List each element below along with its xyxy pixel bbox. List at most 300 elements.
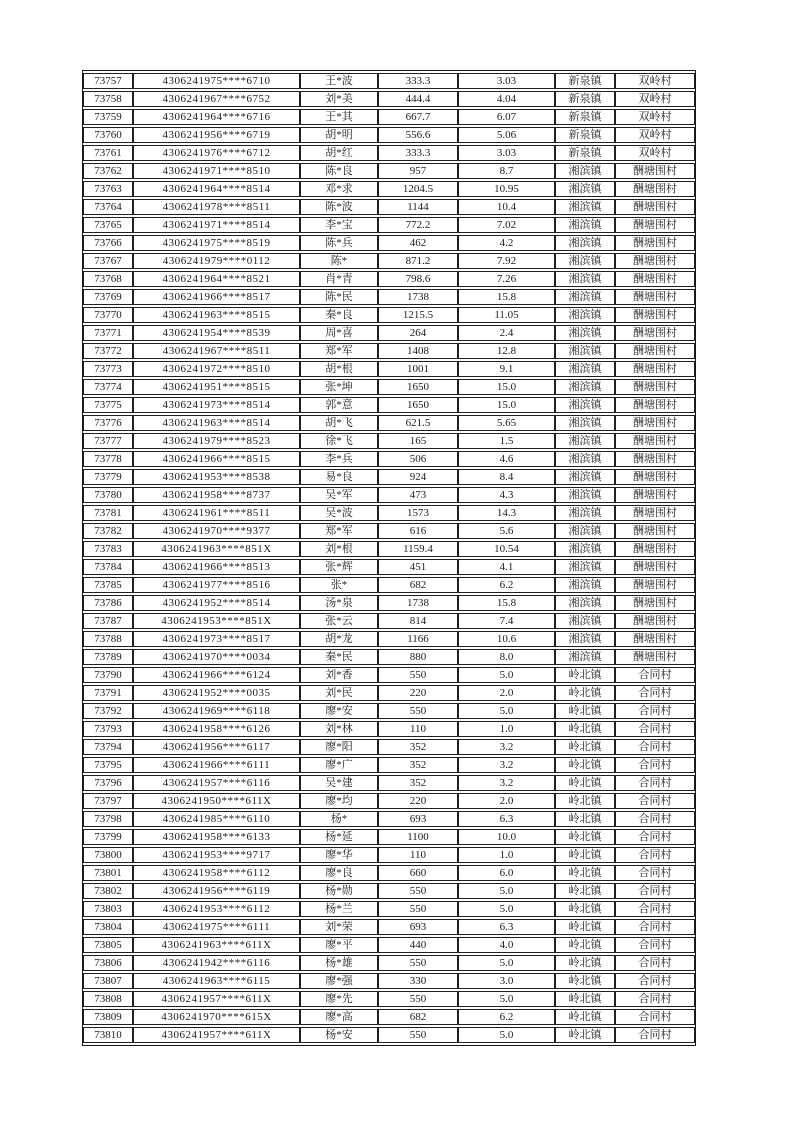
cell-town: 湘滨镇 [555, 649, 615, 665]
cell-village: 酬塘围村 [615, 181, 695, 197]
table-row [83, 757, 695, 773]
cell-amount: 550 [378, 955, 458, 971]
cell-village: 合同村 [615, 865, 695, 881]
cell-town: 岭北镇 [555, 757, 615, 773]
cell-amount: 798.6 [378, 271, 458, 287]
cell-name: 陈*兵 [300, 235, 378, 251]
cell-serial: 73781 [83, 505, 133, 521]
cell-name: 郑*军 [300, 343, 378, 359]
cell-id-number: 4306241964****8514 [133, 181, 300, 197]
cell-serial: 73766 [83, 235, 133, 251]
cell-town: 湘滨镇 [555, 577, 615, 593]
cell-name: 廖*良 [300, 865, 378, 881]
cell-name: 李*兵 [300, 451, 378, 467]
cell-area: 6.2 [458, 577, 555, 593]
cell-town: 湘滨镇 [555, 541, 615, 557]
cell-amount: 550 [378, 991, 458, 1007]
cell-area: 1.0 [458, 847, 555, 863]
table-row [83, 361, 695, 377]
cell-name: 邓*求 [300, 181, 378, 197]
table-row [83, 559, 695, 575]
table-row [83, 847, 695, 863]
cell-town: 岭北镇 [555, 973, 615, 989]
cell-area: 15.0 [458, 397, 555, 413]
cell-name: 易*良 [300, 469, 378, 485]
table-row [83, 667, 695, 683]
cell-town: 岭北镇 [555, 937, 615, 953]
cell-name: 刘*民 [300, 685, 378, 701]
cell-name: 张* [300, 577, 378, 593]
table-row [83, 505, 695, 521]
cell-id-number: 4306241966****6124 [133, 667, 300, 683]
cell-id-number: 4306241966****8517 [133, 289, 300, 305]
cell-amount: 444.4 [378, 91, 458, 107]
cell-town: 岭北镇 [555, 811, 615, 827]
cell-village: 合同村 [615, 919, 695, 935]
cell-serial: 73769 [83, 289, 133, 305]
table-row [83, 343, 695, 359]
cell-name: 胡*明 [300, 127, 378, 143]
cell-name: 杨*雄 [300, 955, 378, 971]
cell-town: 湘滨镇 [555, 325, 615, 341]
cell-village: 酬塘围村 [615, 325, 695, 341]
cell-id-number: 4306241958****6133 [133, 829, 300, 845]
cell-village: 酬塘围村 [615, 253, 695, 269]
cell-town: 岭北镇 [555, 685, 615, 701]
cell-name: 陈*波 [300, 199, 378, 215]
cell-amount: 814 [378, 613, 458, 629]
cell-serial: 73791 [83, 685, 133, 701]
cell-name: 杨* [300, 811, 378, 827]
cell-amount: 550 [378, 667, 458, 683]
cell-serial: 73774 [83, 379, 133, 395]
cell-serial: 73805 [83, 937, 133, 953]
cell-id-number: 4306241967****8511 [133, 343, 300, 359]
cell-serial: 73804 [83, 919, 133, 935]
table-row [83, 577, 695, 593]
cell-id-number: 4306241975****6710 [133, 73, 300, 89]
cell-village: 酬塘围村 [615, 577, 695, 593]
cell-name: 胡*根 [300, 361, 378, 377]
cell-id-number: 4306241978****8511 [133, 199, 300, 215]
table-row [83, 595, 695, 611]
cell-amount: 352 [378, 775, 458, 791]
cell-name: 陈*良 [300, 163, 378, 179]
cell-amount: 682 [378, 577, 458, 593]
cell-village: 酬塘围村 [615, 343, 695, 359]
cell-name: 陈*民 [300, 289, 378, 305]
cell-town: 新泉镇 [555, 127, 615, 143]
cell-town: 湘滨镇 [555, 253, 615, 269]
cell-village: 双岭村 [615, 127, 695, 143]
cell-serial: 73771 [83, 325, 133, 341]
cell-id-number: 4306241973****8517 [133, 631, 300, 647]
cell-area: 4.3 [458, 487, 555, 503]
table-row [83, 613, 695, 629]
cell-amount: 880 [378, 649, 458, 665]
cell-name: 李*宝 [300, 217, 378, 233]
cell-serial: 73784 [83, 559, 133, 575]
cell-id-number: 4306241958****6126 [133, 721, 300, 737]
table-row [83, 109, 695, 125]
cell-area: 1.0 [458, 721, 555, 737]
table-row [83, 217, 695, 233]
cell-id-number: 4306241963****851X [133, 541, 300, 557]
cell-area: 14.3 [458, 505, 555, 521]
cell-name: 杨*勋 [300, 883, 378, 899]
cell-village: 合同村 [615, 955, 695, 971]
cell-area: 3.2 [458, 757, 555, 773]
cell-area: 8.0 [458, 649, 555, 665]
cell-area: 5.0 [458, 955, 555, 971]
cell-area: 7.02 [458, 217, 555, 233]
cell-id-number: 4306241964****6716 [133, 109, 300, 125]
cell-village: 合同村 [615, 1009, 695, 1025]
cell-id-number: 4306241953****851X [133, 613, 300, 629]
cell-village: 酬塘围村 [615, 289, 695, 305]
cell-serial: 73810 [83, 1027, 133, 1043]
cell-amount: 924 [378, 469, 458, 485]
cell-name: 刘*根 [300, 541, 378, 557]
cell-town: 湘滨镇 [555, 199, 615, 215]
cell-amount: 220 [378, 793, 458, 809]
cell-id-number: 4306241957****611X [133, 991, 300, 1007]
cell-area: 4.1 [458, 559, 555, 575]
cell-name: 徐*飞 [300, 433, 378, 449]
cell-village: 合同村 [615, 667, 695, 683]
cell-area: 5.0 [458, 991, 555, 1007]
cell-serial: 73806 [83, 955, 133, 971]
cell-serial: 73794 [83, 739, 133, 755]
cell-area: 6.3 [458, 919, 555, 935]
cell-name: 廖*强 [300, 973, 378, 989]
cell-id-number: 4306241970****0034 [133, 649, 300, 665]
cell-id-number: 4306241964****8521 [133, 271, 300, 287]
cell-name: 廖*广 [300, 757, 378, 773]
table-row [83, 937, 695, 953]
table-row [83, 775, 695, 791]
cell-village: 双岭村 [615, 91, 695, 107]
table-row [83, 235, 695, 251]
cell-village: 合同村 [615, 847, 695, 863]
cell-name: 廖*均 [300, 793, 378, 809]
cell-village: 合同村 [615, 775, 695, 791]
cell-village: 酬塘围村 [615, 487, 695, 503]
cell-village: 合同村 [615, 973, 695, 989]
cell-village: 酬塘围村 [615, 379, 695, 395]
cell-area: 2.0 [458, 793, 555, 809]
cell-area: 6.2 [458, 1009, 555, 1025]
cell-town: 湘滨镇 [555, 163, 615, 179]
cell-area: 5.65 [458, 415, 555, 431]
cell-town: 湘滨镇 [555, 235, 615, 251]
cell-amount: 440 [378, 937, 458, 953]
table-row [83, 523, 695, 539]
cell-amount: 957 [378, 163, 458, 179]
table-row [83, 415, 695, 431]
cell-village: 酬塘围村 [615, 505, 695, 521]
cell-amount: 616 [378, 523, 458, 539]
cell-town: 湘滨镇 [555, 523, 615, 539]
cell-serial: 73807 [83, 973, 133, 989]
cell-id-number: 4306241977****8516 [133, 577, 300, 593]
cell-town: 岭北镇 [555, 703, 615, 719]
cell-area: 8.4 [458, 469, 555, 485]
cell-id-number: 4306241942****6116 [133, 955, 300, 971]
cell-town: 新泉镇 [555, 109, 615, 125]
cell-amount: 506 [378, 451, 458, 467]
cell-serial: 73803 [83, 901, 133, 917]
cell-id-number: 4306241953****8538 [133, 469, 300, 485]
cell-town: 岭北镇 [555, 793, 615, 809]
cell-serial: 73778 [83, 451, 133, 467]
cell-amount: 110 [378, 721, 458, 737]
table-row [83, 325, 695, 341]
cell-amount: 660 [378, 865, 458, 881]
cell-amount: 1144 [378, 199, 458, 215]
cell-village: 酬塘围村 [615, 613, 695, 629]
cell-village: 酬塘围村 [615, 271, 695, 287]
cell-name: 廖*平 [300, 937, 378, 953]
cell-area: 10.6 [458, 631, 555, 647]
cell-serial: 73768 [83, 271, 133, 287]
cell-village: 酬塘围村 [615, 541, 695, 557]
cell-serial: 73798 [83, 811, 133, 827]
cell-serial: 73764 [83, 199, 133, 215]
cell-id-number: 4306241966****8513 [133, 559, 300, 575]
cell-town: 湘滨镇 [555, 181, 615, 197]
table-row [83, 991, 695, 1007]
cell-name: 秦*良 [300, 307, 378, 323]
cell-amount: 352 [378, 739, 458, 755]
cell-id-number: 4306241957****611X [133, 1027, 300, 1043]
cell-town: 湘滨镇 [555, 433, 615, 449]
cell-id-number: 4306241985****6110 [133, 811, 300, 827]
cell-amount: 1408 [378, 343, 458, 359]
cell-serial: 73759 [83, 109, 133, 125]
cell-serial: 73790 [83, 667, 133, 683]
cell-serial: 73757 [83, 73, 133, 89]
table-row [83, 973, 695, 989]
cell-town: 湘滨镇 [555, 487, 615, 503]
table-row [83, 631, 695, 647]
cell-town: 新泉镇 [555, 145, 615, 161]
cell-area: 3.03 [458, 73, 555, 89]
cell-village: 合同村 [615, 703, 695, 719]
table-row [83, 181, 695, 197]
cell-village: 合同村 [615, 1027, 695, 1043]
cell-amount: 1573 [378, 505, 458, 521]
cell-id-number: 4306241967****6752 [133, 91, 300, 107]
cell-town: 岭北镇 [555, 739, 615, 755]
table-row [83, 901, 695, 917]
cell-town: 岭北镇 [555, 919, 615, 935]
cell-town: 岭北镇 [555, 883, 615, 899]
cell-area: 6.3 [458, 811, 555, 827]
cell-village: 双岭村 [615, 73, 695, 89]
cell-id-number: 4306241966****6111 [133, 757, 300, 773]
cell-area: 10.54 [458, 541, 555, 557]
cell-name: 张*坤 [300, 379, 378, 395]
table-row [83, 271, 695, 287]
table-row [83, 91, 695, 107]
cell-amount: 693 [378, 811, 458, 827]
cell-amount: 1738 [378, 289, 458, 305]
cell-area: 15.8 [458, 595, 555, 611]
cell-serial: 73783 [83, 541, 133, 557]
cell-village: 合同村 [615, 685, 695, 701]
cell-town: 湘滨镇 [555, 631, 615, 647]
cell-area: 7.92 [458, 253, 555, 269]
cell-area: 5.6 [458, 523, 555, 539]
cell-id-number: 4306241969****6118 [133, 703, 300, 719]
cell-village: 酬塘围村 [615, 451, 695, 467]
cell-amount: 352 [378, 757, 458, 773]
cell-id-number: 4306241971****8514 [133, 217, 300, 233]
cell-id-number: 4306241963****8515 [133, 307, 300, 323]
table-row [83, 127, 695, 143]
cell-area: 15.0 [458, 379, 555, 395]
cell-village: 酬塘围村 [615, 307, 695, 323]
cell-serial: 73765 [83, 217, 133, 233]
cell-id-number: 4306241953****6112 [133, 901, 300, 917]
cell-name: 郑*军 [300, 523, 378, 539]
cell-serial: 73789 [83, 649, 133, 665]
cell-town: 岭北镇 [555, 667, 615, 683]
cell-amount: 264 [378, 325, 458, 341]
cell-amount: 550 [378, 901, 458, 917]
cell-serial: 73792 [83, 703, 133, 719]
cell-town: 岭北镇 [555, 721, 615, 737]
cell-name: 刘*香 [300, 667, 378, 683]
cell-id-number: 4306241963****611X [133, 937, 300, 953]
cell-amount: 1166 [378, 631, 458, 647]
table-row [83, 811, 695, 827]
cell-area: 1.5 [458, 433, 555, 449]
cell-town: 湘滨镇 [555, 415, 615, 431]
table-row [83, 1027, 695, 1043]
cell-serial: 73770 [83, 307, 133, 323]
table-row [83, 487, 695, 503]
cell-area: 4.6 [458, 451, 555, 467]
cell-serial: 73788 [83, 631, 133, 647]
cell-village: 酬塘围村 [615, 559, 695, 575]
cell-area: 3.2 [458, 775, 555, 791]
cell-town: 岭北镇 [555, 1027, 615, 1043]
cell-village: 合同村 [615, 901, 695, 917]
cell-village: 双岭村 [615, 145, 695, 161]
table-row [83, 397, 695, 413]
table-row [83, 253, 695, 269]
cell-area: 7.4 [458, 613, 555, 629]
cell-town: 岭北镇 [555, 847, 615, 863]
cell-area: 6.0 [458, 865, 555, 881]
cell-village: 酬塘围村 [615, 199, 695, 215]
cell-area: 7.26 [458, 271, 555, 287]
cell-village: 合同村 [615, 883, 695, 899]
cell-name: 廖*高 [300, 1009, 378, 1025]
cell-amount: 1650 [378, 379, 458, 395]
cell-name: 廖*安 [300, 703, 378, 719]
cell-serial: 73767 [83, 253, 133, 269]
cell-area: 10.0 [458, 829, 555, 845]
cell-name: 廖*阳 [300, 739, 378, 755]
cell-id-number: 4306241951****8515 [133, 379, 300, 395]
cell-town: 岭北镇 [555, 865, 615, 881]
table-row [83, 793, 695, 809]
cell-village: 合同村 [615, 721, 695, 737]
table-row [83, 865, 695, 881]
cell-amount: 667.7 [378, 109, 458, 125]
cell-area: 4.04 [458, 91, 555, 107]
cell-town: 湘滨镇 [555, 469, 615, 485]
cell-area: 5.0 [458, 883, 555, 899]
cell-village: 酬塘围村 [615, 469, 695, 485]
cell-id-number: 4306241972****8510 [133, 361, 300, 377]
cell-id-number: 4306241961****8511 [133, 505, 300, 521]
cell-serial: 73772 [83, 343, 133, 359]
cell-serial: 73801 [83, 865, 133, 881]
cell-id-number: 4306241975****6111 [133, 919, 300, 935]
cell-village: 酬塘围村 [615, 433, 695, 449]
cell-serial: 73762 [83, 163, 133, 179]
cell-name: 胡*红 [300, 145, 378, 161]
cell-town: 湘滨镇 [555, 559, 615, 575]
cell-serial: 73782 [83, 523, 133, 539]
cell-village: 合同村 [615, 757, 695, 773]
cell-amount: 550 [378, 703, 458, 719]
table-row [83, 163, 695, 179]
cell-village: 合同村 [615, 829, 695, 845]
cell-serial: 73799 [83, 829, 133, 845]
cell-name: 肖*青 [300, 271, 378, 287]
table-row [83, 649, 695, 665]
cell-id-number: 4306241950****611X [133, 793, 300, 809]
cell-amount: 1159.4 [378, 541, 458, 557]
cell-town: 湘滨镇 [555, 613, 615, 629]
cell-amount: 871.2 [378, 253, 458, 269]
cell-village: 酬塘围村 [615, 235, 695, 251]
cell-village: 合同村 [615, 811, 695, 827]
cell-serial: 73758 [83, 91, 133, 107]
cell-town: 岭北镇 [555, 901, 615, 917]
cell-serial: 73760 [83, 127, 133, 143]
cell-area: 5.0 [458, 703, 555, 719]
cell-amount: 550 [378, 883, 458, 899]
cell-name: 刘*林 [300, 721, 378, 737]
cell-name: 廖*华 [300, 847, 378, 863]
cell-area: 3.03 [458, 145, 555, 161]
cell-town: 湘滨镇 [555, 451, 615, 467]
cell-name: 胡*飞 [300, 415, 378, 431]
cell-area: 4.2 [458, 235, 555, 251]
cell-area: 5.0 [458, 901, 555, 917]
table-row [83, 307, 695, 323]
cell-village: 酬塘围村 [615, 361, 695, 377]
cell-id-number: 4306241958****8737 [133, 487, 300, 503]
cell-serial: 73777 [83, 433, 133, 449]
cell-area: 12.8 [458, 343, 555, 359]
cell-id-number: 4306241975****8519 [133, 235, 300, 251]
cell-amount: 220 [378, 685, 458, 701]
cell-town: 湘滨镇 [555, 505, 615, 521]
cell-town: 湘滨镇 [555, 217, 615, 233]
cell-id-number: 4306241963****8514 [133, 415, 300, 431]
cell-area: 8.7 [458, 163, 555, 179]
cell-amount: 556.6 [378, 127, 458, 143]
cell-id-number: 4306241956****6119 [133, 883, 300, 899]
cell-area: 2.4 [458, 325, 555, 341]
